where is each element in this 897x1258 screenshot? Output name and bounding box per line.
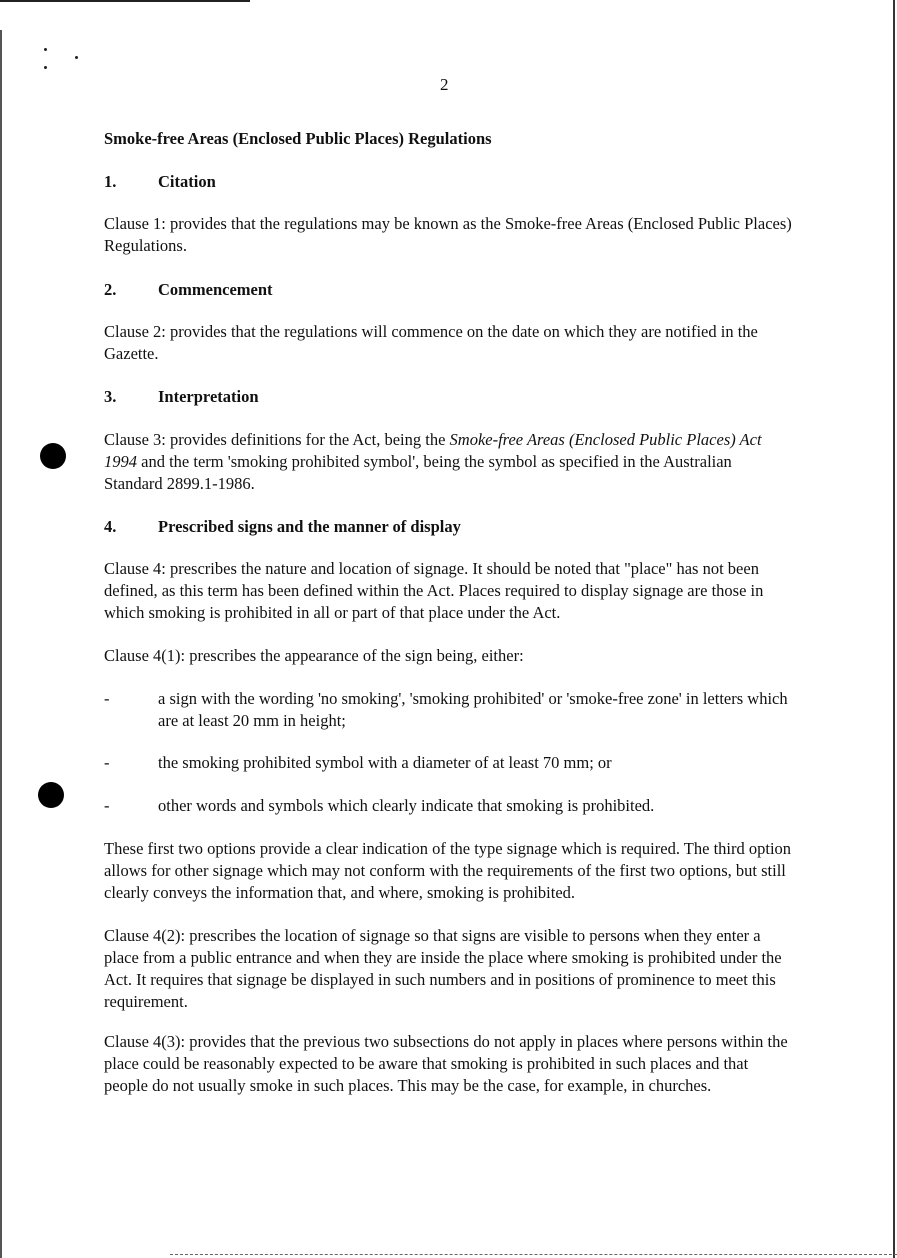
clause-3-text-before: Clause 3: provides definitions for the Act, being the — [104, 430, 450, 449]
section-number: 4. — [104, 517, 117, 536]
list-dash: - — [104, 796, 110, 815]
section-title: Prescribed signs and the manner of display — [158, 517, 461, 536]
page-number: 2 — [440, 75, 449, 94]
list-item-text: a sign with the wording 'no smoking', 'smoking prohibited' or 'smoke-free zone' in letters which are at least 20 mm in height; — [158, 689, 788, 730]
clause-1-paragraph: Clause 1: provides that the regulations may be known as the Smoke-free Areas (Enclosed Public Places) Regulations. — [104, 214, 792, 255]
section-number: 3. — [104, 387, 117, 406]
list-item-text: other words and symbols which clearly indicate that smoking is prohibited. — [158, 796, 655, 815]
scan-speck — [44, 48, 47, 51]
clause-4-2-paragraph: Clause 4(2): prescribes the location of signage so that signs are visible to persons when they enter a place from a public entrance and when they are inside the place where smoking is prohibited under the Act. It requires that signage be displayed in such numbers and in positions of prominence to meet this requirement. — [104, 926, 782, 1011]
section-heading-prescribed-signs — [104, 516, 461, 538]
clause-4-paragraph: Clause 4: prescribes the nature and location of signage. It should be noted that "place" has not been defined, as this term has been defined within the Act. Places required to display signage are those in which smoking is prohibited in all or part of that place under the Act. — [104, 559, 764, 622]
scan-edge-top — [0, 0, 250, 2]
section-heading-citation — [104, 171, 216, 193]
section-heading-interpretation — [104, 386, 259, 408]
section-heading-commencement — [104, 279, 273, 301]
section-number: 2. — [104, 280, 117, 299]
scan-speck — [44, 66, 47, 69]
section-title: Commencement — [158, 280, 273, 299]
clause-4-1-paragraph: Clause 4(1): prescribes the appearance of the sign being, either: — [104, 646, 524, 665]
clause-3-text-after: and the term 'smoking prohibited symbol', being the symbol as specified in the Australian Standard 2899.1-1986. — [104, 452, 732, 493]
scan-edge-bottom — [170, 1254, 897, 1256]
section-number: 1. — [104, 172, 117, 191]
section-title: Citation — [158, 172, 216, 191]
document-title: Smoke-free Areas (Enclosed Public Places) Regulations — [104, 129, 492, 148]
section-title: Interpretation — [158, 387, 259, 406]
punch-hole — [40, 443, 66, 469]
punch-hole — [38, 782, 64, 808]
scan-edge-left — [0, 30, 2, 1258]
list-item-text: the smoking prohibited symbol with a diameter of at least 70 mm; or — [158, 753, 612, 772]
act-name: Smoke-free Areas (Enclosed Public Places) Act 1994 — [104, 430, 762, 471]
list-dash: - — [104, 689, 110, 708]
clause-2-paragraph: Clause 2: provides that the regulations will commence on the date on which they are notified in the Gazette. — [104, 322, 758, 363]
scan-speck — [75, 56, 78, 59]
clause-3-paragraph — [104, 429, 794, 495]
options-paragraph: These first two options provide a clear indication of the type signage which is required. The third option allows for other signage which may not conform with the requirements of the first two options, but still clearly conveys the information that, and where, smoking is prohibited. — [104, 839, 792, 902]
clause-4-3-paragraph: Clause 4(3): provides that the previous two subsections do not apply in places where persons within the place could be reasonably expected to be aware that smoking is prohibited in such places and that people do not usually smoke in such places. This may be the case, for example, in churches. — [104, 1032, 788, 1095]
list-dash: - — [104, 753, 110, 772]
scan-edge-right — [893, 0, 895, 1258]
